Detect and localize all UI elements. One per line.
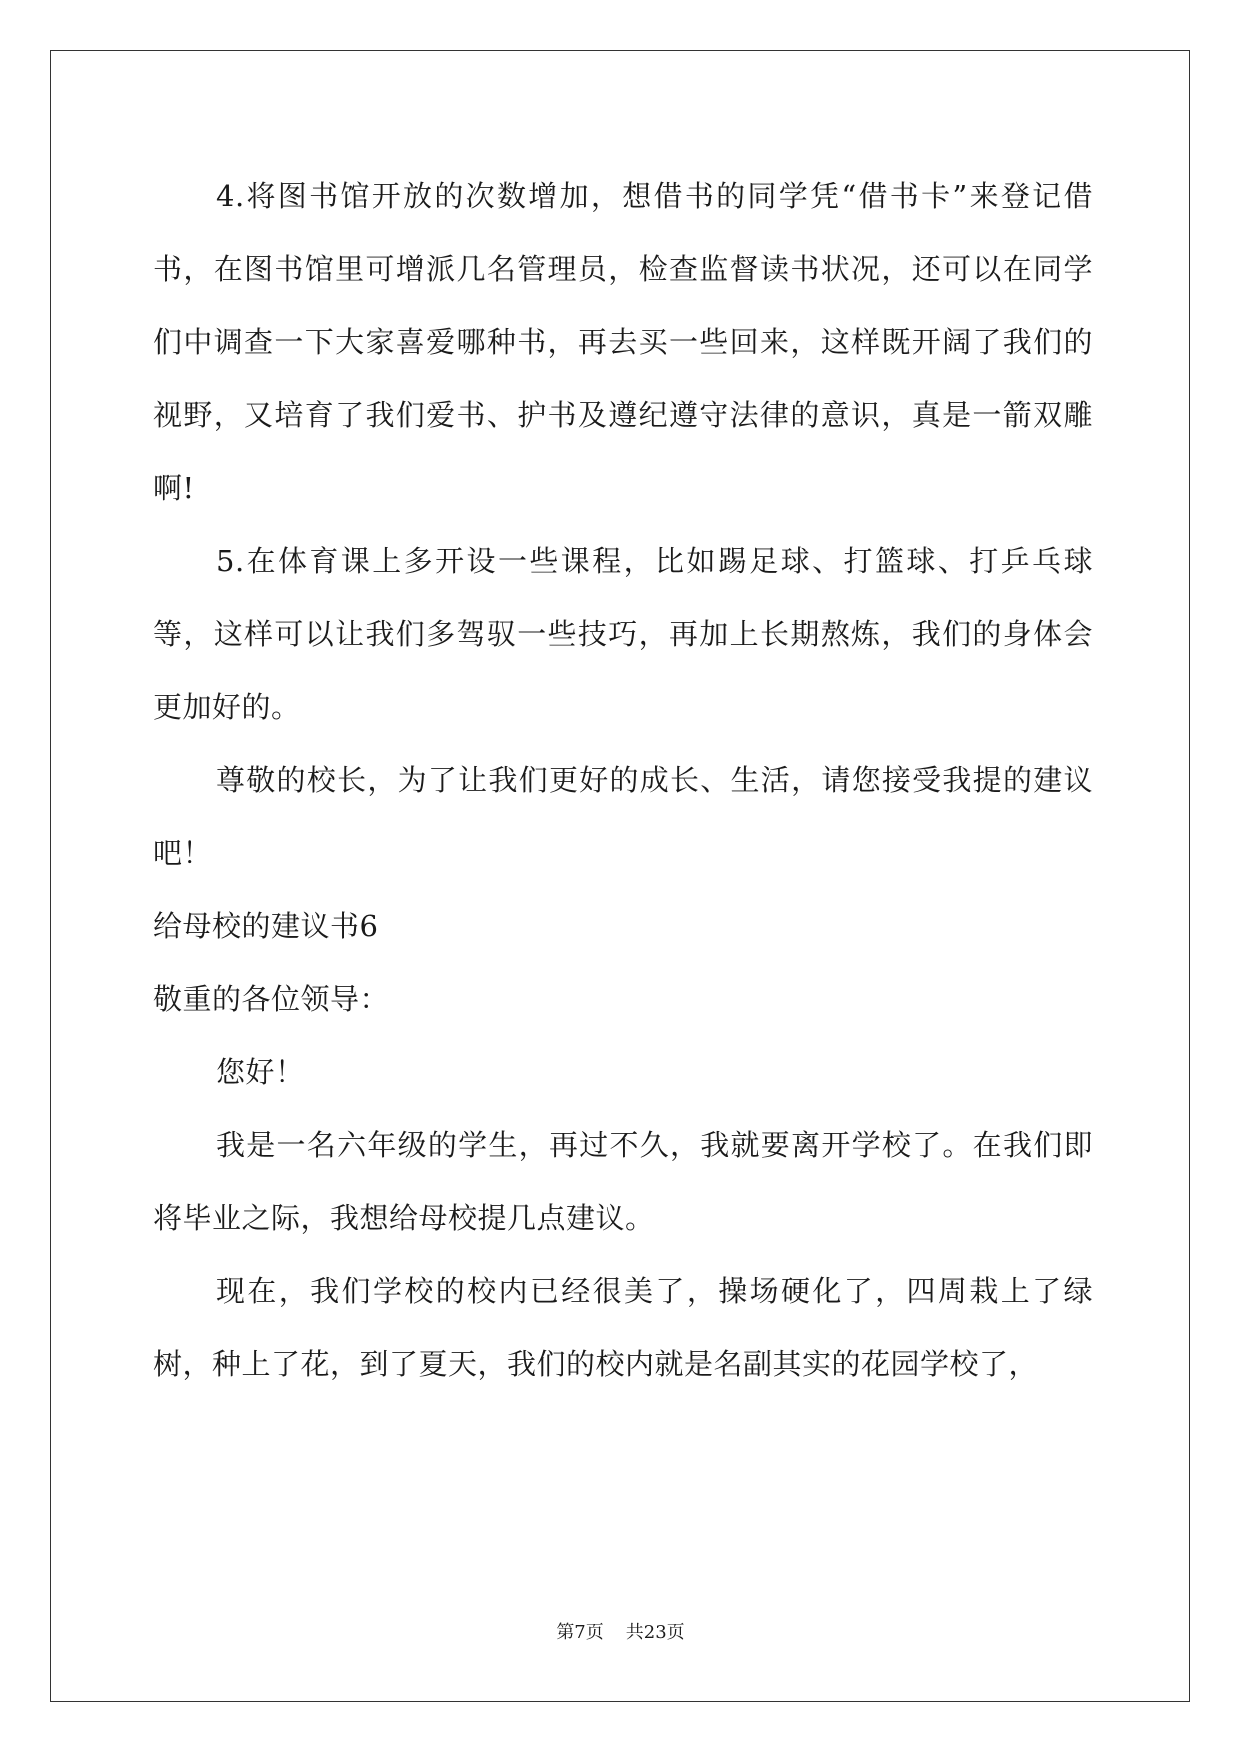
total-page-count: 共23页 xyxy=(625,1622,685,1643)
current-page-number: 第7页 xyxy=(556,1622,604,1643)
paragraph-closing: 尊敬的校长，为了让我们更好的成长、生活，请您接受我提的建议吧！ xyxy=(153,763,1093,870)
paragraph-suggestion-5: 5.在体育课上多开设一些课程，比如踢足球、打篮球、打乒乓球等，这样可以让我们多驾驭一些技巧，再加上长期熬炼，我们的身体会更加好的。 xyxy=(153,544,1093,724)
paragraph-intro: 我是一名六年级的学生，再过不久，我就要离开学校了。在我们即将毕业之际，我想给母校提几点建议。 xyxy=(153,1128,1093,1235)
greeting: 您好！ xyxy=(216,1055,305,1089)
paragraph-campus: 现在，我们学校的校内已经很美了，操场硬化了，四周栽上了绿树，种上了花，到了夏天，我们的校内就是名副其实的花园学校了， xyxy=(153,1274,1093,1381)
page-footer xyxy=(0,1618,1241,1644)
document-body xyxy=(153,160,1093,1401)
paragraph-suggestion-4: 4.将图书馆开放的次数增加，想借书的同学凭“借书卡”来登记借书，在图书馆里可增派几名管理员，检查监督读书状况，还可以在同学们中调查一下大家喜爱哪种书，再去买一些回来，这样既开阔了我们的视野，又培育了我们爱书、护书及遵纪遵守法律的意识，真是一箭双雕啊! xyxy=(153,179,1093,505)
salutation: 敬重的各位领导： xyxy=(153,982,390,1016)
section-title: 给母校的建议书6 xyxy=(153,909,379,943)
